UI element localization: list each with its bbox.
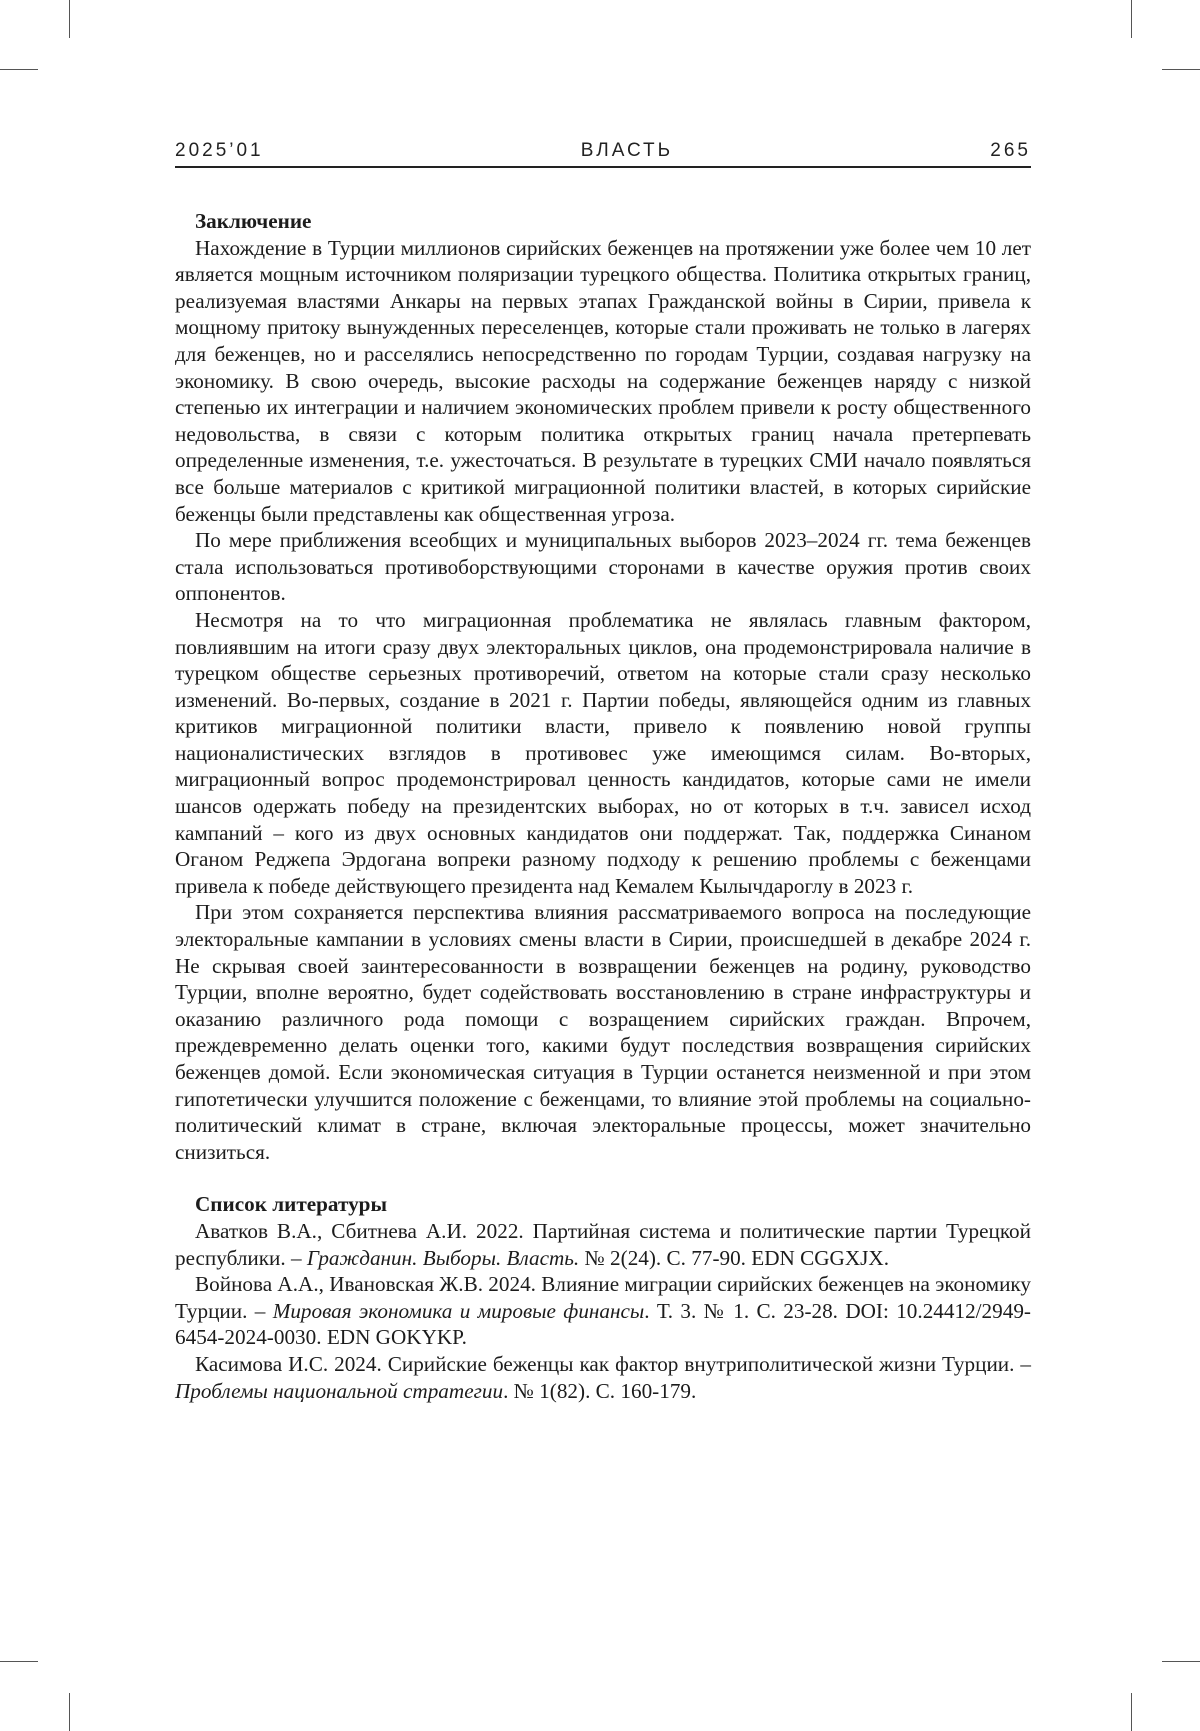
crop-mark	[69, 1693, 70, 1731]
reference-item	[175, 1218, 1031, 1271]
reference-source: Мировая экономика и мировые финансы	[273, 1299, 645, 1323]
reference-text: Касимова И.С. 2024. Сирийские беженцы как фактор внутриполитической жизни Турции. –	[195, 1352, 1031, 1376]
running-head	[175, 140, 1031, 168]
crop-mark	[0, 69, 38, 70]
reference-item	[175, 1351, 1031, 1404]
crop-mark	[69, 0, 70, 38]
conclusion-paragraph: По мере приближения всеобщих и муниципальных выборов 2023–2024 гг. тема беженцев стала использоваться противоборствующими сторонами в качестве оружия против своих оппонентов.	[175, 527, 1031, 607]
conclusion-paragraph: Нахождение в Турции миллионов сирийских беженцев на протяжении уже более чем 10 лет является мощным источником поляризации турецкого общества. Политика открытых границ, реализуемая властями Анкары на первых этапах Гражданской войны в Сирии, привела к мощному притоку вынужденных переселенцев, которые стали проживать не только в лагерях для беженцев, но и расселялись непосредственно по городам Турции, создавая нагрузку на экономику. В свою очередь, высокие расходы на содержание беженцев наряду с низкой степенью их интеграции и наличием экономических проблем привели к росту общественного недовольства, в связи с которым политика открытых границ начала претерпевать определенные изменения, т.е. ужесточаться. В результате в турецких СМИ начало появляться все больше материалов с критикой миграционной политики властей, в которых сирийские беженцы были представлены как общественная угроза.	[175, 235, 1031, 528]
crop-mark	[0, 1661, 38, 1662]
conclusion-paragraph: Несмотря на то что миграционная проблематика не являлась главным фактором, повлиявшим на итоги сразу двух электоральных циклов, она продемонстрировала наличие в турецком обществе серьезных противоречий, ответом на которые стали сразу несколько изменений. Во-первых, создание в 2021 г. Партии победы, являющейся одним из главных критиков миграционной политики власти, привело к появлению новой группы националистических взглядов в противовес уже имеющимся силам. Во-вторых, миграционный вопрос продемонстрировал ценность кандидатов, которые сами не имели шансов одержать победу на президентских выборах, но от которых в т.ч. зависел исход кампаний – кого из двух основных кандидатов они поддержат. Так, поддержка Синаном Оганом Реджепа Эрдогана вопреки разному подходу к решению проблемы с беженцами привела к победе действующего президента над Кемалем Кылычдароглу в 2023 г.	[175, 607, 1031, 900]
reference-text: Войнова А.А., Ивановская Ж.В. 2024. Влияние миграции сирийских беженцев на экономику Турции. –	[175, 1272, 1031, 1323]
reference-details: . Т. 3. № 1. С. 23-28. DOI: 10.24412/2949-6454-2024-0030. EDN GOKYKP.	[175, 1299, 1031, 1350]
reference-source: Гражданин. Выборы. Власть.	[307, 1246, 579, 1270]
crop-mark	[1131, 1693, 1132, 1731]
crop-mark	[1162, 69, 1200, 70]
page-number: 265	[990, 140, 1031, 162]
conclusion-heading: Заключение	[195, 208, 1031, 235]
issue-number: 2025’01	[175, 140, 264, 162]
references-heading: Список литературы	[195, 1191, 1031, 1218]
conclusion-paragraph: При этом сохраняется перспектива влияния рассматриваемого вопроса на последующие электоральные кампании в условиях смены власти в Сирии, происшедшей в декабре 2024 г. Не скрывая своей заинтересованности в возвращении беженцев на родину, руководство Турции, вполне вероятно, будет содействовать восстановлению в стране инфраструктуры и оказанию различного рода помощи с возращением сирийских граждан. Впрочем, преждевременно делать оценки того, какими будут последствия возвращения сирийских беженцев домой. Если экономическая ситуация в Турции останется неизменной и при этом гипотетически улучшится положение с беженцами, то влияние этой проблемы на социально-политический климат в стране, включая электоральные процессы, может значительно снизиться.	[175, 899, 1031, 1165]
reference-text: Аватков В.А., Сбитнева А.И. 2022. Партийная система и политические партии Турецкой республики. –	[175, 1219, 1031, 1270]
reference-details: № 2(24). С. 77-90. EDN CGGXJX.	[579, 1246, 889, 1270]
crop-mark	[1162, 1661, 1200, 1662]
reference-item	[175, 1271, 1031, 1351]
journal-title: ВЛАСТЬ	[581, 140, 673, 162]
reference-details: . № 1(82). С. 160-179.	[503, 1379, 696, 1403]
reference-source: Проблемы национальной стратегии	[175, 1379, 503, 1403]
page-body	[175, 208, 1031, 1404]
crop-mark	[1131, 0, 1132, 38]
